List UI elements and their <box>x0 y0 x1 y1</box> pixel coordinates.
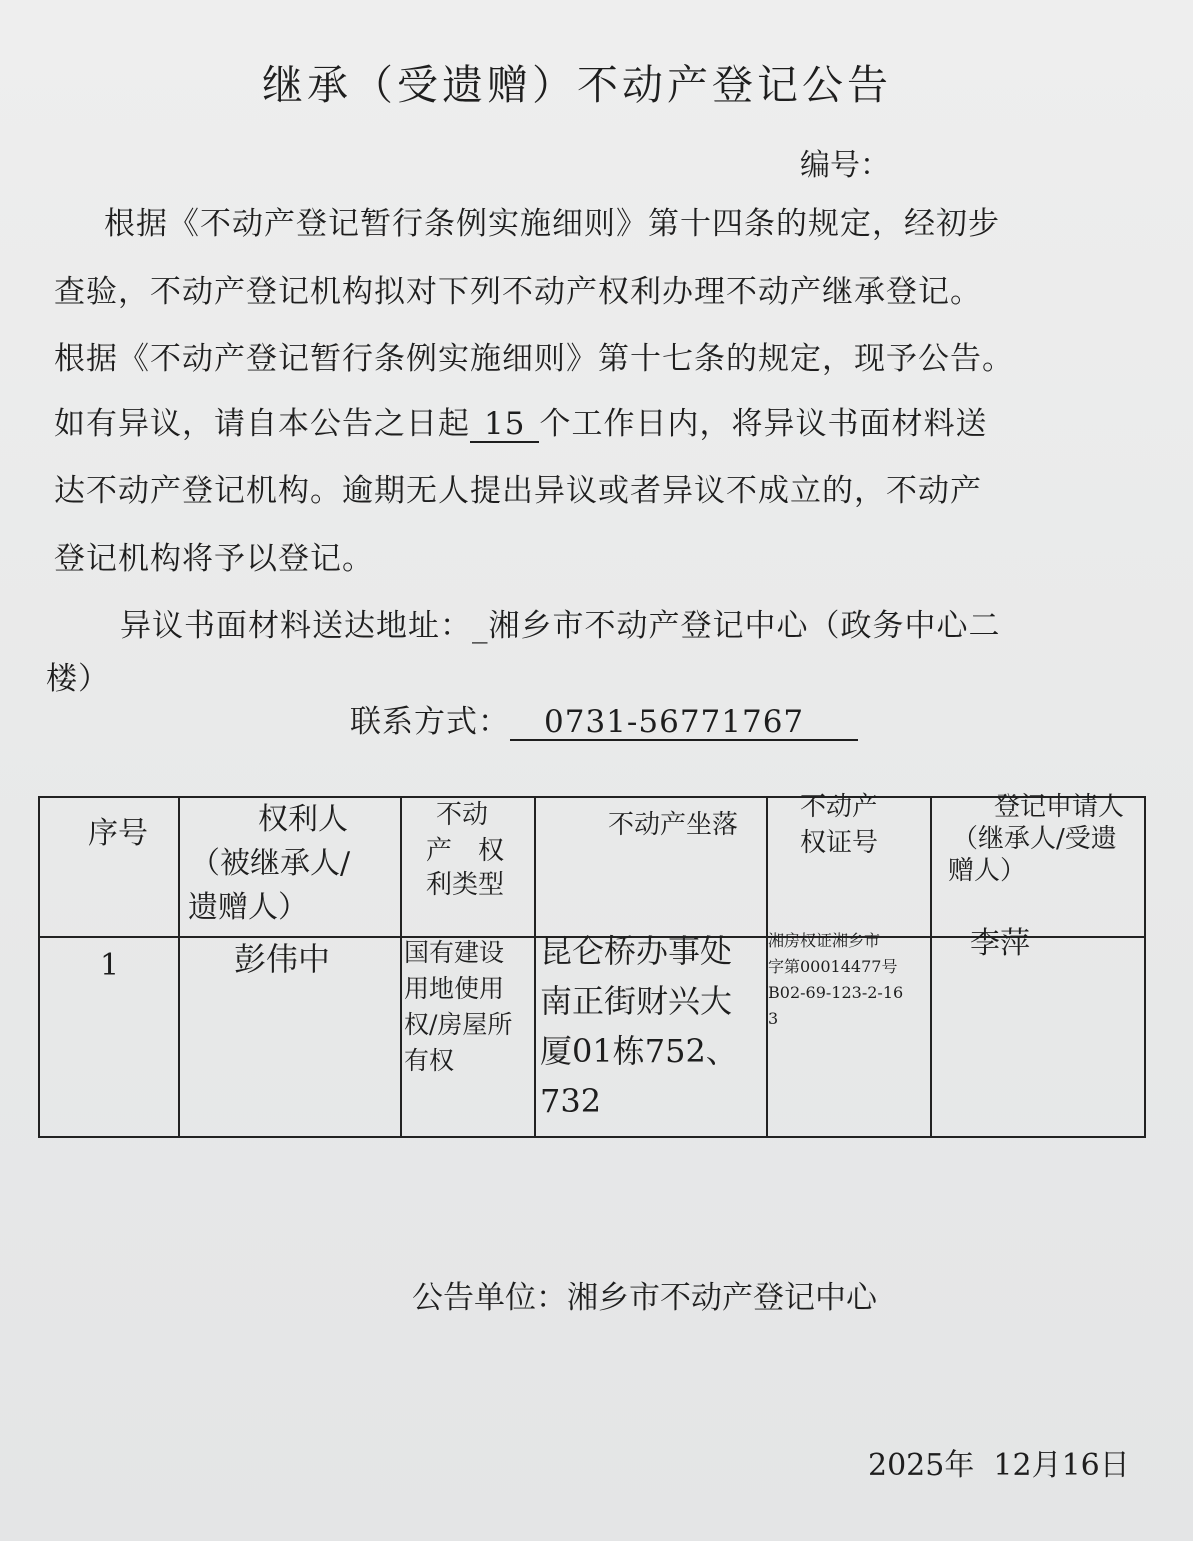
table-divider <box>534 798 536 1136</box>
header-applicant-line-3: 赠人） <box>948 856 1027 886</box>
registration-table <box>38 792 1146 1138</box>
header-right-type-line-2: 产 权 <box>426 836 505 866</box>
row-seq: 1 <box>100 948 120 983</box>
header-cert-line-2: 权证号 <box>800 828 879 858</box>
header-right-type-line-3: 利类型 <box>426 870 505 900</box>
row-right-type-line-3: 权/房屋所 <box>404 1010 513 1039</box>
table-divider <box>178 798 180 1136</box>
issue-date: 2025年 12月16日 <box>868 1448 1130 1483</box>
row-right-type-line-2: 用地使用 <box>404 974 505 1003</box>
row-location-line-3: 厦01栋752、 <box>540 1032 738 1070</box>
contact-label: 联系方式： <box>350 704 510 740</box>
address-line-2: 楼） <box>46 661 110 697</box>
table-divider <box>400 798 402 1136</box>
body-line-2: 查验，不动产登记机构拟对下列不动产权利办理不动产继承登记。 <box>54 274 982 310</box>
row-location-line-1: 昆仑桥办事处 <box>540 932 733 970</box>
body-line-4-post: 个工作日内，将异议书面材料送 <box>539 406 988 442</box>
contact-line <box>350 696 858 741</box>
body-line-1: 根据《不动产登记暂行条例实施细则》第十四条的规定，经初步 <box>104 206 1000 242</box>
row-cert-line-1: 湘房权证湘乡市 <box>768 931 881 950</box>
row-cert-line-4: 3 <box>768 1009 779 1028</box>
header-owner-line-2: （被继承人/ <box>190 846 351 881</box>
header-right-type-line-1: 不动 <box>436 800 489 830</box>
page-title: 继承（受遗赠）不动产登记公告 <box>262 61 892 109</box>
objection-days: 15 <box>470 408 539 443</box>
issuing-unit: 公告单位：湘乡市不动产登记中心 <box>412 1280 877 1316</box>
header-owner-line-3: 遗赠人） <box>188 890 308 925</box>
body-line-6: 登记机构将予以登记。 <box>54 541 374 577</box>
body-line-3: 根据《不动产登记暂行条例实施细则》第十七条的规定，现予公告。 <box>54 341 1014 377</box>
row-right-type-line-1: 国有建设 <box>404 938 505 967</box>
row-owner: 彭伟中 <box>234 940 331 978</box>
body-line-4-pre: 如有异议，请自本公告之日起 <box>54 406 470 442</box>
header-applicant-line-2: （继承人/受遗 <box>952 824 1117 854</box>
row-location-line-2: 南正街财兴大 <box>540 982 733 1020</box>
body-line-4 <box>54 398 987 443</box>
header-applicant-line-1: 登记申请人 <box>994 792 1125 822</box>
row-cert-line-3: B02-69-123-2-16 <box>768 983 904 1002</box>
contact-phone: 0731-56771767 <box>510 706 858 741</box>
serial-number-label: 编号： <box>800 148 890 183</box>
row-location-line-4: 732 <box>540 1082 602 1120</box>
header-cert-line-1: 不动产 <box>800 792 879 822</box>
address-line-1: 异议书面材料送达地址：_湘乡市不动产登记中心（政务中心二 <box>120 608 1001 644</box>
body-line-5: 达不动产登记机构。逾期无人提出异议或者异议不成立的，不动产 <box>54 473 982 509</box>
table-divider <box>930 798 932 1136</box>
header-seq: 序号 <box>88 816 148 851</box>
row-applicant: 李萍 <box>970 926 1030 961</box>
row-right-type-line-4: 有权 <box>404 1046 455 1075</box>
header-owner-line-1: 权利人 <box>258 802 348 837</box>
row-cert-line-2: 字第00014477号 <box>768 957 898 976</box>
header-location: 不动产坐落 <box>608 810 739 840</box>
